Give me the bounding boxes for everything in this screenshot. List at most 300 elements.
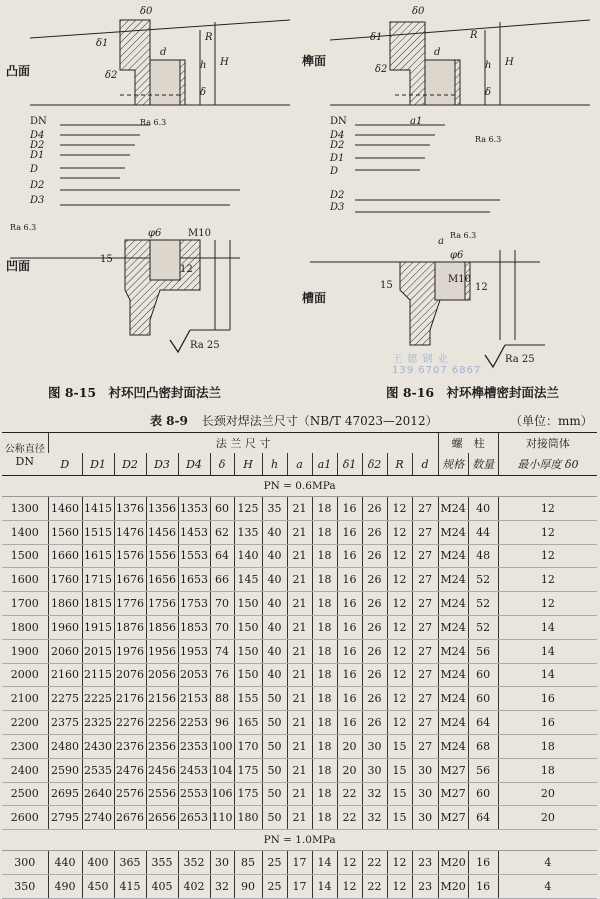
table-cell: 21 bbox=[287, 687, 312, 711]
svg-text:δ0: δ0 bbox=[140, 6, 153, 17]
svg-text:δ0: δ0 bbox=[412, 6, 425, 17]
svg-text:D: D bbox=[30, 164, 39, 175]
table-cell: M20 bbox=[438, 874, 468, 898]
table-cell: 2353 bbox=[178, 734, 210, 758]
table-row bbox=[2, 874, 597, 898]
table-cell: 2576 bbox=[114, 782, 146, 806]
table-cell: 40 bbox=[262, 592, 287, 616]
dn-cell: 350 bbox=[2, 874, 48, 898]
table-cell: 40 bbox=[262, 568, 287, 592]
thickness-group-header: 对接筒体 bbox=[498, 433, 597, 454]
table-cell: 12 bbox=[387, 639, 412, 663]
table-cell: 22 bbox=[362, 851, 387, 875]
table-cell: 1453 bbox=[178, 520, 210, 544]
svg-text:15: 15 bbox=[100, 254, 113, 265]
table-row bbox=[2, 544, 597, 568]
table-cell: 16 bbox=[468, 851, 498, 875]
svg-text:12: 12 bbox=[475, 282, 488, 293]
table-cell: 1653 bbox=[178, 568, 210, 592]
table-cell: 16 bbox=[337, 544, 362, 568]
table-cell: 405 bbox=[146, 874, 178, 898]
table-cell: 2656 bbox=[146, 806, 178, 830]
col-header: D3 bbox=[146, 453, 178, 476]
dn-header bbox=[2, 433, 48, 476]
table-cell: 27 bbox=[412, 734, 438, 758]
col-header: H bbox=[234, 453, 262, 476]
table-cell: 20 bbox=[498, 806, 597, 830]
table-cell: 70 bbox=[210, 615, 234, 639]
svg-text:Ra 6.3: Ra 6.3 bbox=[140, 118, 167, 127]
svg-text:D2: D2 bbox=[30, 180, 45, 191]
table-cell: 2275 bbox=[48, 687, 82, 711]
table-cell: 1853 bbox=[178, 615, 210, 639]
table-cell: 40 bbox=[262, 663, 287, 687]
svg-text:Ra 6.3: Ra 6.3 bbox=[475, 135, 502, 144]
dn-cell: 2300 bbox=[2, 734, 48, 758]
svg-text:凸面: 凸面 bbox=[6, 64, 31, 78]
table-cell: 18 bbox=[312, 592, 337, 616]
svg-text:h: h bbox=[200, 60, 207, 71]
table-cell: 16 bbox=[337, 497, 362, 521]
table-cell: 1553 bbox=[178, 544, 210, 568]
table-cell: 16 bbox=[337, 663, 362, 687]
table-cell: 12 bbox=[337, 851, 362, 875]
table-cell: 20 bbox=[337, 758, 362, 782]
table-cell: 21 bbox=[287, 639, 312, 663]
table-cell: 150 bbox=[234, 615, 262, 639]
flange-dimension-table bbox=[2, 432, 597, 899]
table-cell: 1756 bbox=[146, 592, 178, 616]
table-cell: 26 bbox=[362, 544, 387, 568]
table-cell: 2476 bbox=[114, 758, 146, 782]
svg-text:δ1: δ1 bbox=[96, 38, 109, 49]
table-cell: 2053 bbox=[178, 663, 210, 687]
table-cell: 12 bbox=[387, 851, 412, 875]
table-cell: 40 bbox=[262, 520, 287, 544]
table-cell: 50 bbox=[262, 687, 287, 711]
table-cell: 12 bbox=[387, 663, 412, 687]
svg-text:δ2: δ2 bbox=[105, 70, 118, 81]
table-cell: 30 bbox=[412, 782, 438, 806]
table-number: 表 8-9 bbox=[150, 414, 188, 428]
table-cell: 12 bbox=[387, 711, 412, 735]
svg-text:Ra 6.3: Ra 6.3 bbox=[450, 231, 477, 240]
table-cell: 40 bbox=[262, 544, 287, 568]
svg-text:D1: D1 bbox=[330, 153, 345, 164]
table-cell: 1856 bbox=[146, 615, 178, 639]
table-cell: 30 bbox=[362, 734, 387, 758]
col-header: R bbox=[387, 453, 412, 476]
table-cell: 21 bbox=[287, 497, 312, 521]
table-header-row-1 bbox=[2, 433, 597, 454]
table-cell: M24 bbox=[438, 615, 468, 639]
section-row bbox=[2, 830, 597, 851]
table-cell: 2156 bbox=[146, 687, 178, 711]
dn-cell: 1500 bbox=[2, 544, 48, 568]
svg-text:δ2: δ2 bbox=[375, 64, 388, 75]
table-cell: 64 bbox=[468, 711, 498, 735]
table-cell: 1753 bbox=[178, 592, 210, 616]
svg-text:a1: a1 bbox=[410, 116, 423, 127]
table-cell: 27 bbox=[412, 687, 438, 711]
table-cell: 26 bbox=[362, 639, 387, 663]
table-cell: 66 bbox=[210, 568, 234, 592]
table-cell: 56 bbox=[468, 639, 498, 663]
dn-cell: 1700 bbox=[2, 592, 48, 616]
bolt-qty-header: 数量 bbox=[468, 453, 498, 476]
svg-text:R: R bbox=[205, 32, 213, 43]
table-cell: 1860 bbox=[48, 592, 82, 616]
svg-text:a: a bbox=[438, 236, 444, 247]
table-row bbox=[2, 851, 597, 875]
table-cell: 48 bbox=[468, 544, 498, 568]
table-cell: 415 bbox=[114, 874, 146, 898]
table-cell: 145 bbox=[234, 568, 262, 592]
table-cell: 52 bbox=[468, 615, 498, 639]
table-cell: 12 bbox=[387, 687, 412, 711]
table-cell: 27 bbox=[412, 615, 438, 639]
caption-text: 衬环榫槽密封面法兰 bbox=[446, 385, 560, 400]
table-cell: 32 bbox=[210, 874, 234, 898]
table-unit: （单位：mm） bbox=[510, 414, 593, 428]
table-cell: 2225 bbox=[82, 687, 114, 711]
table-cell: 62 bbox=[210, 520, 234, 544]
table-cell: 2176 bbox=[114, 687, 146, 711]
table-cell: 2375 bbox=[48, 711, 82, 735]
table-cell: 18 bbox=[312, 568, 337, 592]
table-cell: 1376 bbox=[114, 497, 146, 521]
table-cell: 25 bbox=[262, 874, 287, 898]
table-row bbox=[2, 711, 597, 735]
table-cell: 12 bbox=[498, 592, 597, 616]
table-cell: 180 bbox=[234, 806, 262, 830]
dn-cell: 2200 bbox=[2, 711, 48, 735]
table-cell: 15 bbox=[387, 734, 412, 758]
min-thickness-header: 最小厚度 δ0 bbox=[498, 453, 597, 476]
table-cell: 140 bbox=[234, 544, 262, 568]
table-cell: 100 bbox=[210, 734, 234, 758]
table-cell: 16 bbox=[468, 874, 498, 898]
svg-text:15: 15 bbox=[380, 280, 393, 291]
table-cell: 1776 bbox=[114, 592, 146, 616]
table-row bbox=[2, 758, 597, 782]
table-cell: 2376 bbox=[114, 734, 146, 758]
table-cell: 12 bbox=[387, 497, 412, 521]
col-header: δ2 bbox=[362, 453, 387, 476]
svg-text:DN: DN bbox=[330, 116, 347, 127]
table-cell: 104 bbox=[210, 758, 234, 782]
svg-text:D2: D2 bbox=[330, 140, 345, 151]
table-cell: 17 bbox=[287, 851, 312, 875]
svg-text:R: R bbox=[470, 30, 478, 41]
figure-8-15 bbox=[0, 0, 300, 405]
table-cell: 490 bbox=[48, 874, 82, 898]
table-cell: 30 bbox=[412, 806, 438, 830]
table-cell: 16 bbox=[337, 568, 362, 592]
table-cell: 35 bbox=[262, 497, 287, 521]
dn-cell: 1800 bbox=[2, 615, 48, 639]
table-cell: 52 bbox=[468, 568, 498, 592]
table-cell: 2535 bbox=[82, 758, 114, 782]
table-cell: 1915 bbox=[82, 615, 114, 639]
table-cell: 1556 bbox=[146, 544, 178, 568]
table-cell: 60 bbox=[468, 663, 498, 687]
svg-text:DN: DN bbox=[30, 116, 47, 127]
table-cell: M24 bbox=[438, 734, 468, 758]
table-cell: 56 bbox=[468, 758, 498, 782]
table-cell: 26 bbox=[362, 568, 387, 592]
col-header: D bbox=[48, 453, 82, 476]
table-cell: 2076 bbox=[114, 663, 146, 687]
table-cell: 150 bbox=[234, 639, 262, 663]
table-cell: M24 bbox=[438, 687, 468, 711]
table-cell: 14 bbox=[498, 615, 597, 639]
table-cell: 450 bbox=[82, 874, 114, 898]
table-cell: 22 bbox=[337, 782, 362, 806]
table-cell: 25 bbox=[262, 851, 287, 875]
table-cell: 27 bbox=[412, 711, 438, 735]
table-cell: 27 bbox=[412, 592, 438, 616]
table-cell: 26 bbox=[362, 497, 387, 521]
svg-text:d: d bbox=[434, 47, 441, 58]
table-cell: 30 bbox=[210, 851, 234, 875]
svg-text:D1: D1 bbox=[30, 150, 45, 161]
table-cell: 18 bbox=[312, 782, 337, 806]
table-row bbox=[2, 806, 597, 830]
table-cell: 1960 bbox=[48, 615, 82, 639]
table-cell: 2556 bbox=[146, 782, 178, 806]
caption-text: 衬环凹凸密封面法兰 bbox=[108, 385, 222, 400]
table-cell: 125 bbox=[234, 497, 262, 521]
table-cell: 12 bbox=[498, 544, 597, 568]
table-cell: 18 bbox=[312, 663, 337, 687]
table-cell: 85 bbox=[234, 851, 262, 875]
table-title bbox=[150, 412, 438, 429]
table-cell: 2795 bbox=[48, 806, 82, 830]
table-row bbox=[2, 520, 597, 544]
table-cell: 18 bbox=[312, 806, 337, 830]
table-cell: 15 bbox=[387, 758, 412, 782]
table-cell: 2695 bbox=[48, 782, 82, 806]
table-cell: 27 bbox=[412, 544, 438, 568]
table-cell: 352 bbox=[178, 851, 210, 875]
col-header: δ bbox=[210, 453, 234, 476]
table-cell: 14 bbox=[498, 639, 597, 663]
table-cell: 355 bbox=[146, 851, 178, 875]
svg-text:d: d bbox=[160, 47, 167, 58]
svg-text:φ6: φ6 bbox=[148, 228, 162, 239]
svg-text:H: H bbox=[505, 57, 514, 68]
svg-text:D3: D3 bbox=[330, 202, 345, 213]
table-cell: 2115 bbox=[82, 663, 114, 687]
svg-text:12: 12 bbox=[180, 264, 193, 275]
table-cell: 106 bbox=[210, 782, 234, 806]
svg-text:M10: M10 bbox=[448, 274, 471, 285]
table-row bbox=[2, 568, 597, 592]
table-cell: 2740 bbox=[82, 806, 114, 830]
table-cell: 21 bbox=[287, 782, 312, 806]
table-cell: 16 bbox=[337, 520, 362, 544]
table-cell: M20 bbox=[438, 851, 468, 875]
table-cell: 50 bbox=[262, 806, 287, 830]
table-cell: 150 bbox=[234, 592, 262, 616]
table-cell: 21 bbox=[287, 592, 312, 616]
flange-drawing-tongue-groove bbox=[300, 0, 600, 405]
svg-text:D2: D2 bbox=[30, 140, 45, 151]
dn-cell: 2400 bbox=[2, 758, 48, 782]
table-cell: 18 bbox=[312, 711, 337, 735]
col-header: D1 bbox=[82, 453, 114, 476]
table-cell: 16 bbox=[337, 687, 362, 711]
table-cell: 1456 bbox=[146, 520, 178, 544]
table-cell: 96 bbox=[210, 711, 234, 735]
table-row bbox=[2, 663, 597, 687]
table-cell: 2676 bbox=[114, 806, 146, 830]
table-cell: 2253 bbox=[178, 711, 210, 735]
table-cell: 21 bbox=[287, 758, 312, 782]
table-cell: M27 bbox=[438, 806, 468, 830]
table-cell: 150 bbox=[234, 663, 262, 687]
table-cell: 1815 bbox=[82, 592, 114, 616]
table-cell: M24 bbox=[438, 639, 468, 663]
table-cell: 2356 bbox=[146, 734, 178, 758]
table-cell: 175 bbox=[234, 782, 262, 806]
table-cell: 2056 bbox=[146, 663, 178, 687]
table-cell: 1876 bbox=[114, 615, 146, 639]
watermark-name: 王 德 钢 业 bbox=[392, 354, 449, 365]
col-header: d bbox=[412, 453, 438, 476]
table-cell: 2153 bbox=[178, 687, 210, 711]
table-cell: 52 bbox=[468, 592, 498, 616]
dn-cell: 1600 bbox=[2, 568, 48, 592]
table-cell: 22 bbox=[337, 806, 362, 830]
table-cell: 1415 bbox=[82, 497, 114, 521]
bolt-spec-header: 规格 bbox=[438, 453, 468, 476]
dn-cell: 2500 bbox=[2, 782, 48, 806]
table-cell: 2256 bbox=[146, 711, 178, 735]
table-cell: 64 bbox=[210, 544, 234, 568]
table-cell: 16 bbox=[498, 687, 597, 711]
table-cell: 90 bbox=[234, 874, 262, 898]
table-cell: 15 bbox=[387, 806, 412, 830]
table-cell: 50 bbox=[262, 734, 287, 758]
table-cell: M24 bbox=[438, 544, 468, 568]
table-cell: 23 bbox=[412, 851, 438, 875]
table-cell: M24 bbox=[438, 497, 468, 521]
svg-text:M10: M10 bbox=[188, 228, 211, 239]
table-cell: 18 bbox=[312, 687, 337, 711]
caption-number: 图 8-16 bbox=[386, 385, 435, 400]
table-cell: 64 bbox=[468, 806, 498, 830]
table-cell: 26 bbox=[362, 663, 387, 687]
table-cell: 21 bbox=[287, 568, 312, 592]
table-cell: 26 bbox=[362, 687, 387, 711]
svg-text:D4: D4 bbox=[30, 130, 45, 141]
dn-header-line2: DN bbox=[15, 455, 34, 468]
table-cell: 2456 bbox=[146, 758, 178, 782]
table-cell: 18 bbox=[498, 758, 597, 782]
table-cell: 22 bbox=[362, 874, 387, 898]
table-cell: 18 bbox=[312, 544, 337, 568]
table-cell: M24 bbox=[438, 592, 468, 616]
svg-text:H: H bbox=[220, 57, 229, 68]
table-cell: 12 bbox=[387, 544, 412, 568]
table-cell: 1715 bbox=[82, 568, 114, 592]
table-cell: 175 bbox=[234, 758, 262, 782]
table-cell: 21 bbox=[287, 520, 312, 544]
svg-text:槽面: 槽面 bbox=[302, 291, 327, 305]
table-cell: 1760 bbox=[48, 568, 82, 592]
table-cell: 1956 bbox=[146, 639, 178, 663]
table-cell: 68 bbox=[468, 734, 498, 758]
svg-text:D: D bbox=[330, 166, 339, 177]
table-cell: 400 bbox=[82, 851, 114, 875]
table-cell: 1656 bbox=[146, 568, 178, 592]
flange-group-header: 法 兰 尺 寸 bbox=[48, 433, 438, 454]
table-cell: 26 bbox=[362, 592, 387, 616]
table-cell: 1353 bbox=[178, 497, 210, 521]
svg-text:δ1: δ1 bbox=[370, 32, 383, 43]
col-header: h bbox=[262, 453, 287, 476]
table-cell: 30 bbox=[362, 758, 387, 782]
table-row bbox=[2, 734, 597, 758]
svg-text:δ: δ bbox=[200, 87, 207, 98]
table-cell: 16 bbox=[337, 711, 362, 735]
table-cell: 50 bbox=[262, 782, 287, 806]
table-cell: 16 bbox=[337, 592, 362, 616]
table-cell: M24 bbox=[438, 568, 468, 592]
table-cell: 12 bbox=[498, 497, 597, 521]
table-cell: 23 bbox=[412, 874, 438, 898]
table-cell: 402 bbox=[178, 874, 210, 898]
table-cell: 1676 bbox=[114, 568, 146, 592]
dn-cell: 300 bbox=[2, 851, 48, 875]
table-cell: 27 bbox=[412, 639, 438, 663]
table-cell: 32 bbox=[362, 806, 387, 830]
table-cell: 44 bbox=[468, 520, 498, 544]
table-cell: 26 bbox=[362, 615, 387, 639]
table-cell: M27 bbox=[438, 782, 468, 806]
svg-text:D3: D3 bbox=[30, 195, 45, 206]
table-cell: 1953 bbox=[178, 639, 210, 663]
dn-cell: 1900 bbox=[2, 639, 48, 663]
table-cell: 12 bbox=[498, 568, 597, 592]
table-cell: 12 bbox=[337, 874, 362, 898]
table-cell: 18 bbox=[312, 639, 337, 663]
table-cell: 20 bbox=[498, 782, 597, 806]
table-cell: 60 bbox=[468, 687, 498, 711]
table-cell: 1460 bbox=[48, 497, 82, 521]
table-cell: 20 bbox=[337, 734, 362, 758]
table-cell: 21 bbox=[287, 734, 312, 758]
table-body bbox=[2, 476, 597, 899]
table-cell: 27 bbox=[412, 663, 438, 687]
table-cell: 16 bbox=[337, 615, 362, 639]
table-cell: 1576 bbox=[114, 544, 146, 568]
col-header: a1 bbox=[312, 453, 337, 476]
table-cell: 30 bbox=[412, 758, 438, 782]
dn-cell: 2600 bbox=[2, 806, 48, 830]
table-cell: 50 bbox=[262, 711, 287, 735]
table-cell: 2430 bbox=[82, 734, 114, 758]
svg-text:δ: δ bbox=[485, 87, 492, 98]
table-cell: 18 bbox=[312, 497, 337, 521]
table-cell: 2276 bbox=[114, 711, 146, 735]
table-cell: 15 bbox=[387, 782, 412, 806]
table-cell: 17 bbox=[287, 874, 312, 898]
table-cell: 26 bbox=[362, 711, 387, 735]
table-cell: 76 bbox=[210, 663, 234, 687]
